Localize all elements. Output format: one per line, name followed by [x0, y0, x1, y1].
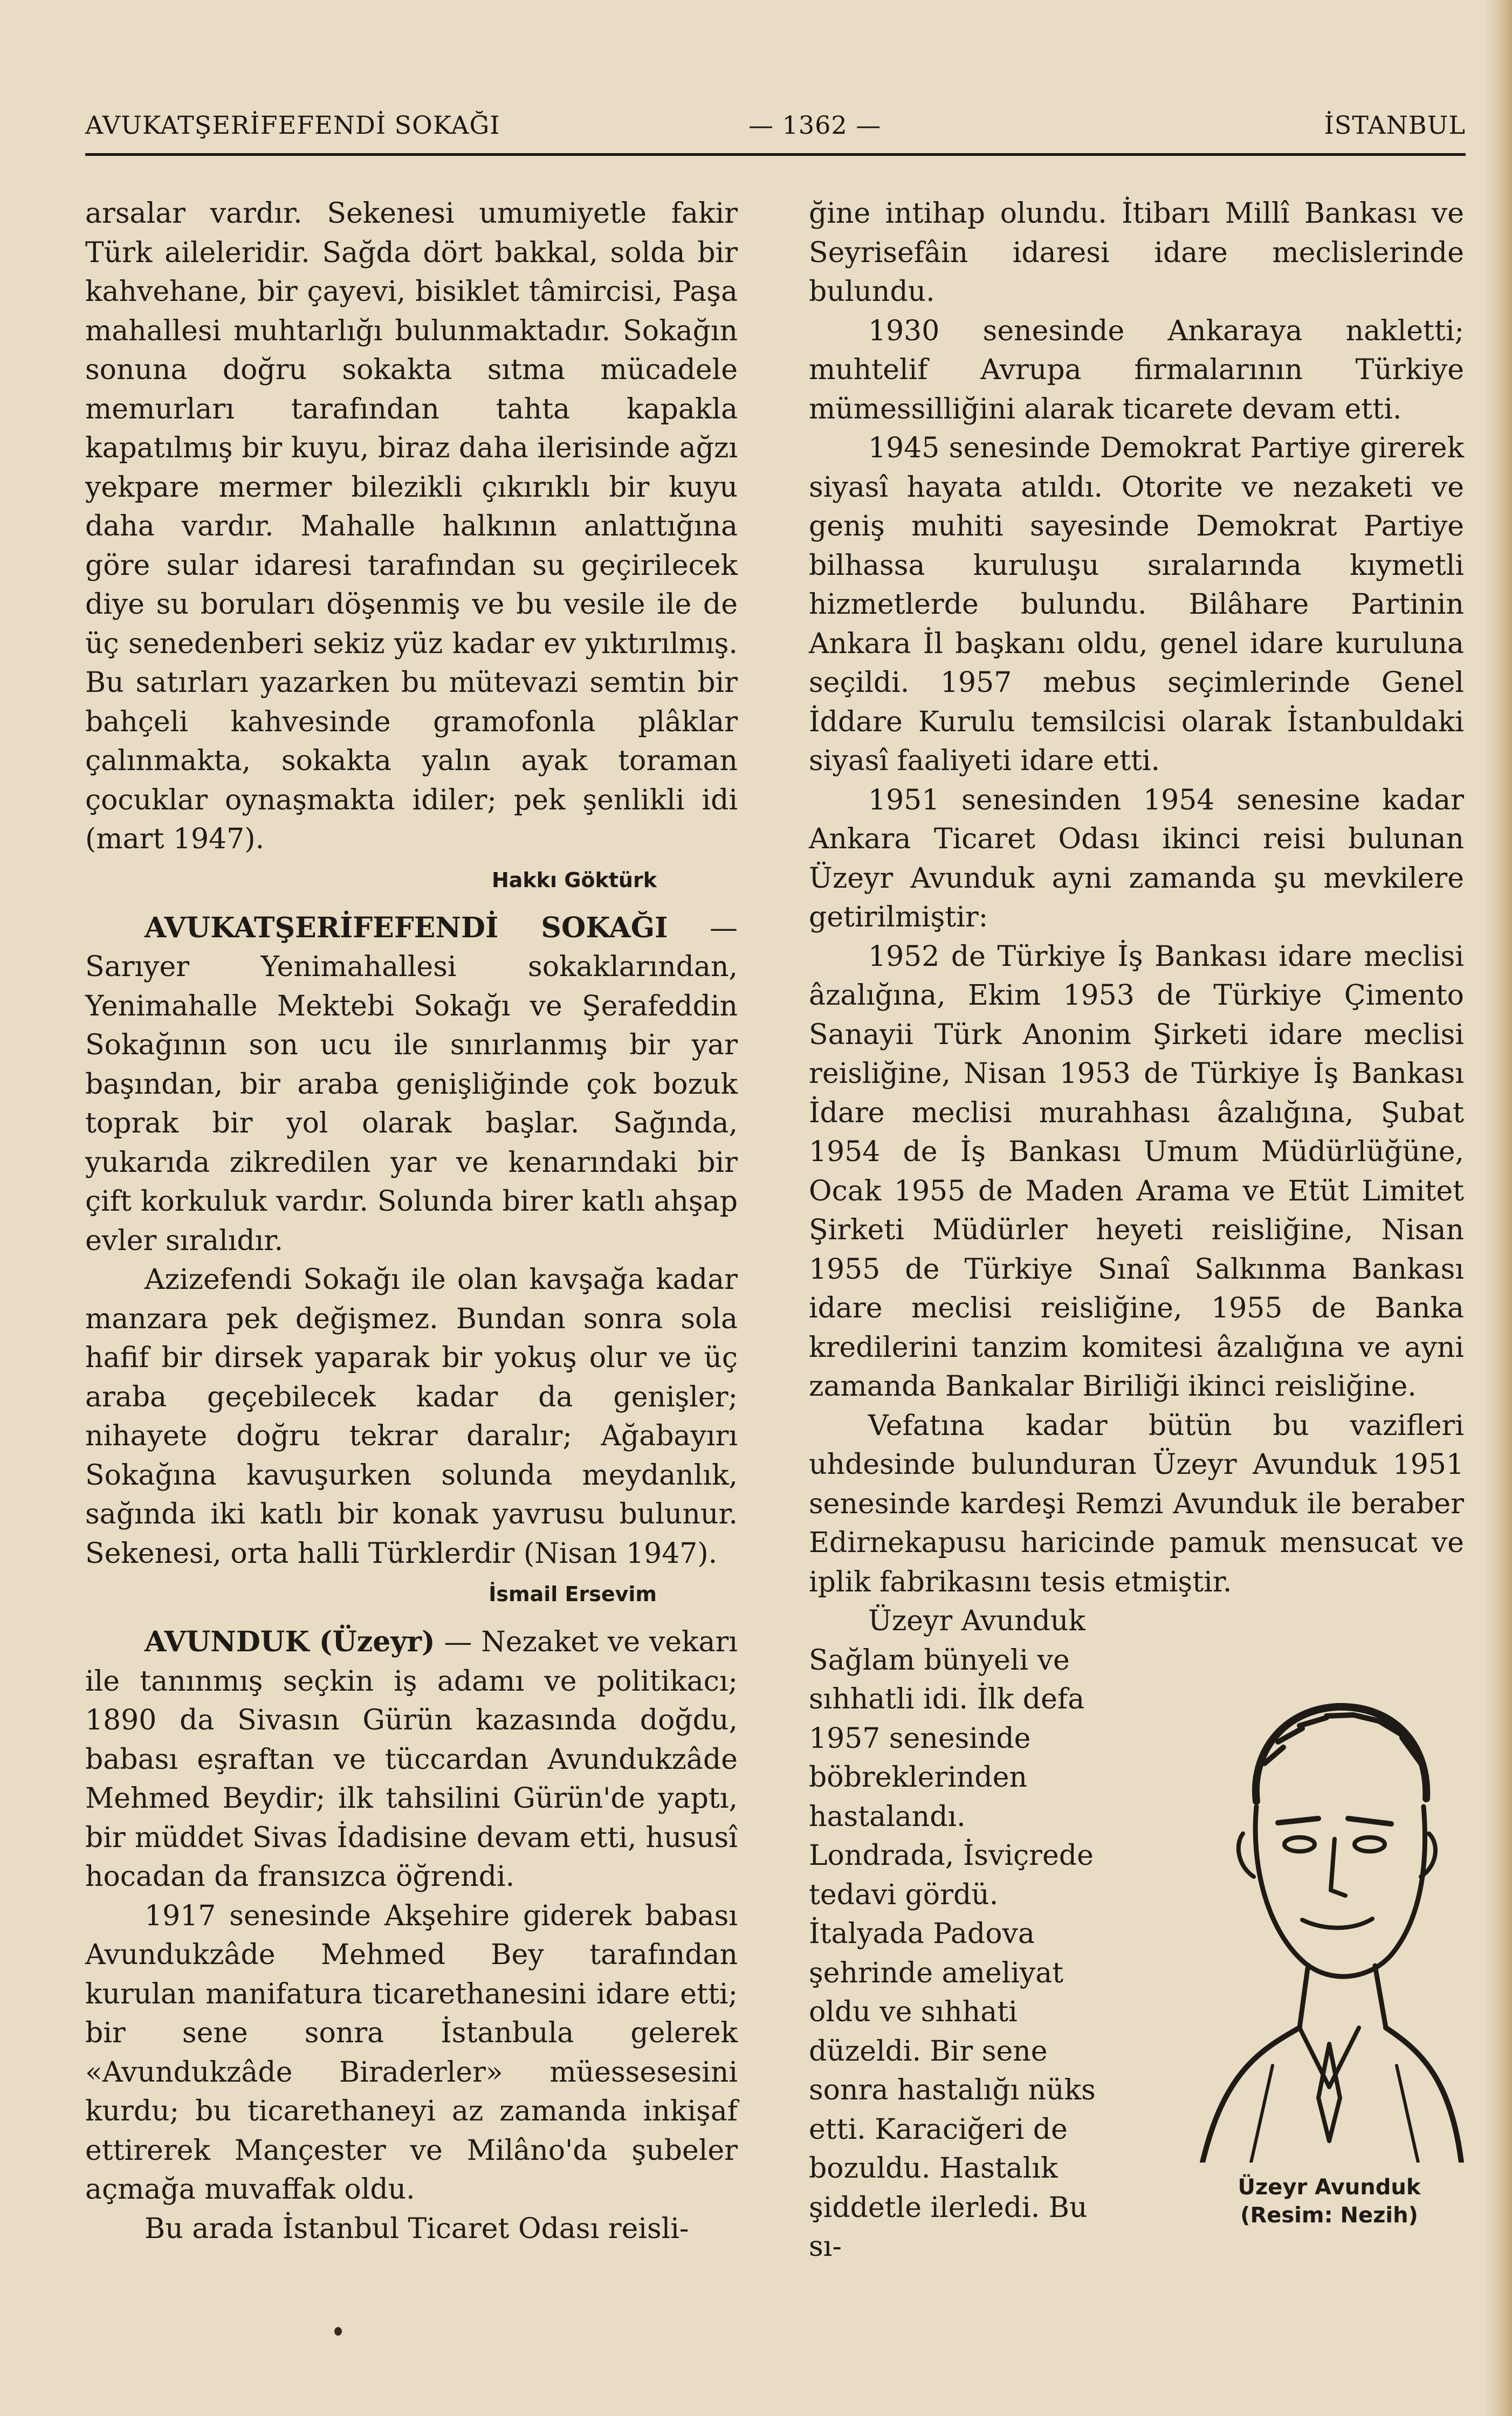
portrait-sketch-image — [1192, 1677, 1467, 2163]
header-city: İSTANBUL — [1324, 111, 1466, 140]
portrait-caption — [1192, 2173, 1467, 2229]
caption-name: Üzeyr Avunduk — [1238, 2175, 1421, 2200]
right-paragraph-3: 1945 senesinde Demokrat Partiye girerek siyasî hayata atıldı. Otorite ve nezaketi ve geniş muhiti sayesinde Demokrat Partiye bilhassa kuruluşu sıralarında kıymetli hizmetlerde bulundu. Bilâhare Partinin Ankara İl başkanı oldu, genel idare kuruluna seçildi. 1957 mebus seçimlerinde Genel İddare Kurulu temsilcisi olarak İstanbuldaki siyasî faaliyeti idare etti. — [809, 432, 1464, 777]
right-paragraph-4: 1951 senesinden 1954 senesine kadar Ankara Ticaret Odası ikinci reisi bulunan Üzeyr Avunduk ayni zamanda şu mevkilere getirilmiştir: — [809, 784, 1464, 934]
entry3-text: — Nezaket ve vekarı ile tanınmış seçkin iş adamı ve politikacı; 1890 da Sivasın Gürün kazasında doğdu, babası eşraftan ve tüccardan Avundukzâde Mehmed Beydir; ilk tahsilini Gürün'de yaptı, bir müddet Sivas İdadisine devam etti, hususî hocadan da fransızca öğrendi. — [85, 1626, 738, 1893]
entry-title: AVUKATŞERİFEFENDİ SOKAĞI — [145, 911, 668, 944]
entry3-title: AVUNDUK (Üzeyr) — [145, 1625, 435, 1658]
left-column — [85, 194, 738, 2248]
right-paragraph-7: Üzeyr Avunduk Sağlam bünyeli ve sıhhatli idi. İlk defa 1957 senesinde böbreklerinden hastalandı. Londrada, İsviçrede tedavi gördü. İtalyada Padova şehrinde ameliyat oldu ve sıhhati düzeldi. Bir sene sonra hastalığı nüks etti. Karaciğeri de bozuldu. Hastalık şiddetle ilerledi. Bu sı- — [809, 1605, 1096, 2263]
header-rule — [85, 153, 1466, 156]
entry3-paragraph-3: Bu arada İstanbul Ticaret Odası reisli- — [145, 2212, 689, 2245]
page-edge-shadow — [1485, 0, 1512, 2416]
entry2-paragraph-2: Azizefendi Sokağı ile olan kavşağa kadar manzara pek değişmez. Bundan sonra sola hafif bir dirsek yaparak bir yokuş olur ve üç araba geçebilecek kadar da genişler; nihayete doğru tekrar daralır; Ağabayırı Sokağına kavuşurken solunda meydanlık, sağında iki katlı bir konak yavrusu bulunur. Sekenesi, orta halli Türklerdir (Nisan 1947). — [85, 1264, 738, 1570]
entry2-text: — Sarıyer Yenimahallesi sokaklarından, Yenimahalle Mektebi Sokağı ve Şerafeddin Sokağının son ucu ile sınırlanmış bir yar başından, bir araba genişliğinde çok bozuk toprak bir yol olarak başlar. Sağında, yukarıda zikredilen yar ve kenarındaki bir çift korkuluk vardır. Solunda birer katlı ahşap evler sıralıdır. — [85, 911, 738, 1257]
caption-credit: (Resim: Nezih) — [1240, 2203, 1418, 2228]
right-paragraph-2: 1930 senesinde Ankaraya nakletti; muhtelif Avrupa firmalarının Türkiye mümessilliğini alarak ticarete devam etti. — [809, 314, 1464, 425]
running-header — [85, 111, 1466, 148]
right-paragraph-1: ğine intihap olundu. İtibarı Millî Bankası ve Seyrisefâin idaresi idare meclislerinde bulundu. — [809, 197, 1464, 308]
portrait-figure — [1192, 1677, 1467, 2238]
page-number: — 1362 — — [748, 111, 882, 140]
header-street-name: AVUKATŞERİFEFENDİ SOKAĞI — [85, 111, 500, 140]
entry1-body-text: arsalar vardır. Sekenesi umumiyetle fakir Türk aileleridir. Sağda dört bakkal, solda bir kahvehane, bir çayevi, bisiklet tâmircisi, Paşa mahallesi muhtarlığı bulunmaktadır. Sokağın sonuna doğru sokakta sıtma mücadele memurları tarafından tahta kapakla kapatılmış bir kuyu, biraz daha ilerisinde ağzı yekpare mermer bilezikli çıkırıklı bir kuyu daha vardır. Mahalle halkının anlattığına göre sular idaresi tarafından su geçirilecek diye su boruları döşenmiş ve bu vesile ile de üç senedenberi sekiz yüz kadar ev yıktırılmış. Bu satırları yazarken bu mütevazi semtin bir bahçeli kahvesinde gramofonla plâklar çalınmakta, sokakta yalın ayak toraman çocuklar oynaşmakta idiler; pek şenlikli idi (mart 1947). — [85, 197, 738, 855]
ink-speck — [334, 2327, 342, 2336]
entry2-paragraph — [85, 909, 738, 1261]
entry3-paragraph — [85, 1623, 738, 1897]
right-paragraph-5: 1952 de Türkiye İş Bankası idare meclisi âzalığına, Ekim 1953 de Türkiye Çimento Sanayii Türk Anonim Şirketi idare meclisi reisliğine, Nisan 1953 de Türkiye İş Bankası İdare meclisi murahhası âzalığına, Şubat 1954 de İş Bankası Umum Müdürlüğüne, Ocak 1955 de Maden Arama ve Etüt Limitet Şirketi Müdürler heyeti reisliğine, Nisan 1955 de Türkiye Sınaî Salkınma Bankası idare meclisi reisliğine, 1955 de Banka kredilerini tanzim komitesi âzalığına ve ayni zamanda Bankalar Biriliği ikinci reisliğine. — [809, 940, 1464, 1403]
right-paragraph-6: Vefatına kadar bütün bu vazifleri uhdesinde bulunduran Üzeyr Avunduk 1951 senesinde kardeşi Remzi Avunduk ile beraber Edirnekapusu haricinde pamuk mensucat ve iplik fabrikasını tesis etmiştir. — [809, 1409, 1464, 1598]
author-byline: Hakkı Göktürk — [491, 868, 657, 892]
author-byline-2: İsmail Ersevim — [489, 1582, 657, 1606]
entry3-paragraph-2: 1917 senesinde Akşehire giderek babası Avundukzâde Mehmed Bey tarafından kurulan manifatura ticarethanesini idare etti; bir sene sonra İstanbula gelerek «Avundukzâde Biraderler» müessesesini kurdu; bu ticarethaneyi az zamanda inkişaf ettirerek Mançester ve Milâno'da şubeler açmağa muvaffak oldu. — [85, 1899, 738, 2206]
